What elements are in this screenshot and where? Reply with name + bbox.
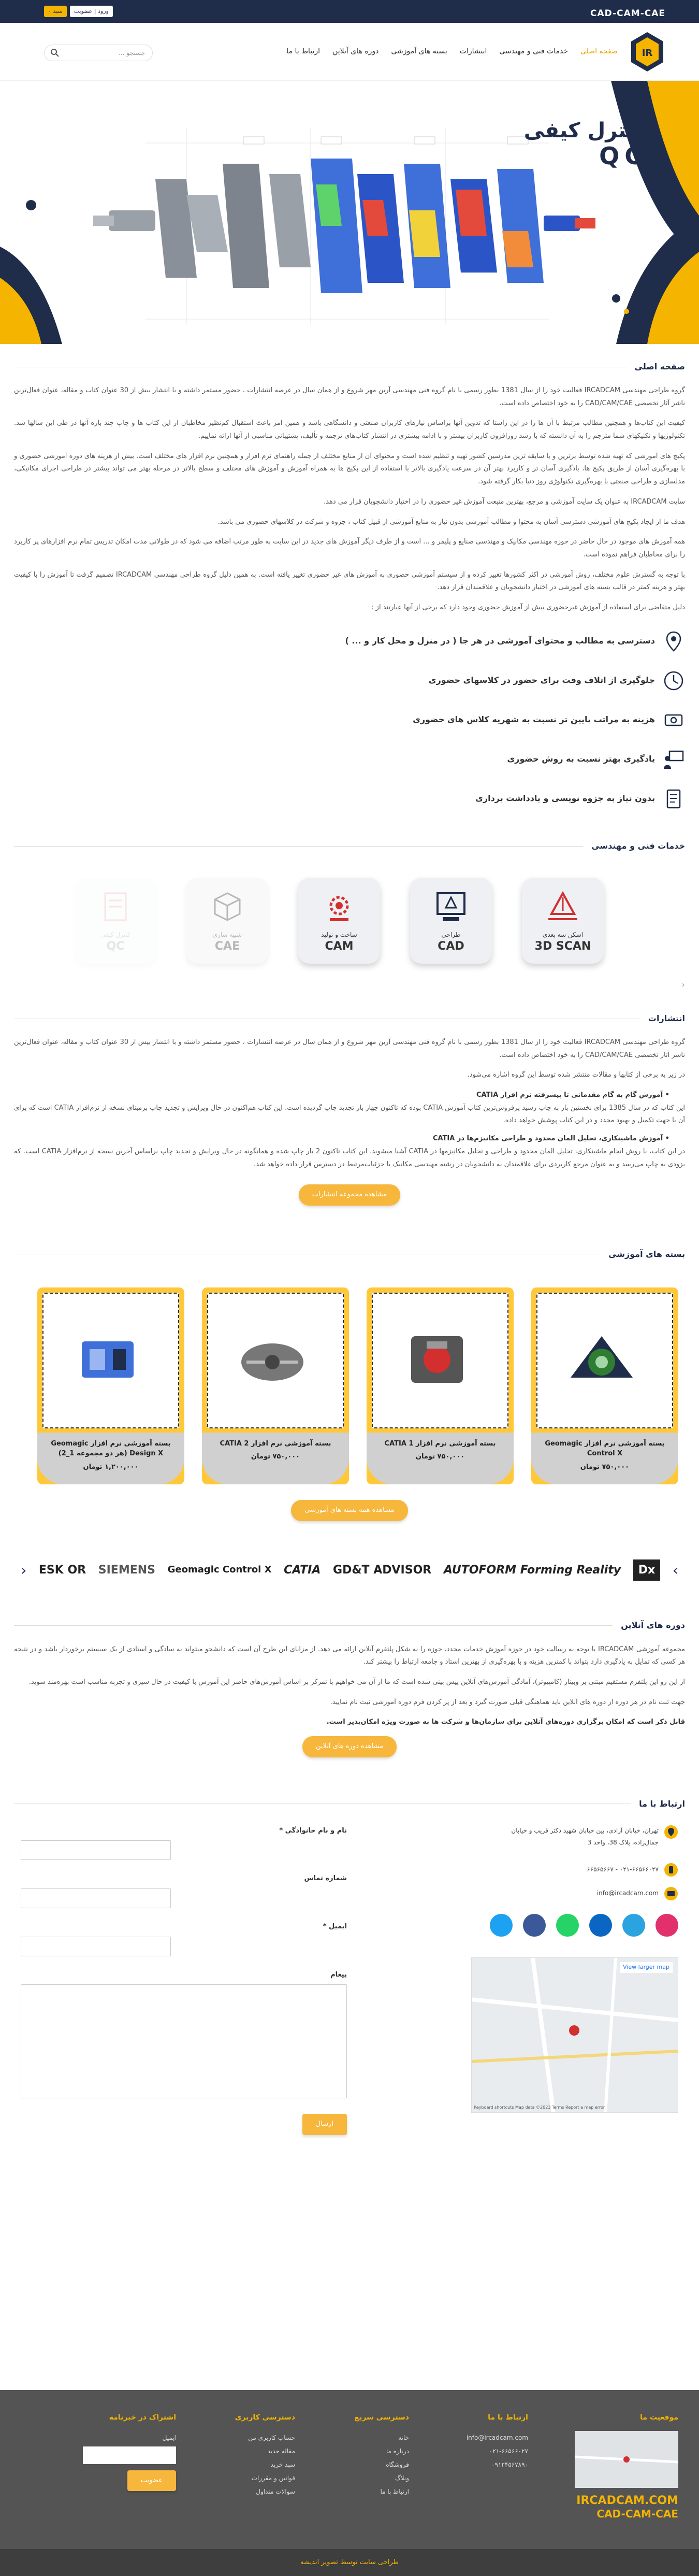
service-subtitle: طراحی — [441, 931, 461, 939]
map-larger-link[interactable]: View larger map — [620, 1962, 673, 1973]
feature-item — [14, 622, 685, 661]
home-heading-row — [14, 356, 685, 377]
service-title: CAE — [214, 940, 240, 953]
service-subtitle: ساخت و تولید — [321, 931, 357, 939]
footer-email[interactable]: info@ircadcam.com — [466, 2434, 528, 2441]
services-title: خدمات فنی و مهندسی — [591, 841, 685, 851]
contact-section — [0, 1794, 699, 2187]
login-button[interactable]: ورود | عضویت — [70, 6, 113, 17]
carousel-arrow-icon[interactable]: ‹ — [681, 979, 685, 990]
contact-info — [368, 1825, 678, 2113]
svg-text:IR: IR — [642, 48, 653, 59]
brand-text[interactable]: CAD-CAM-CAE — [590, 8, 665, 19]
publications-title: انتشارات — [648, 1013, 685, 1023]
telegram-icon[interactable] — [622, 1914, 645, 1937]
online-section — [0, 1615, 699, 1757]
scanner-icon — [543, 888, 582, 927]
footer-heading: دسترسی کاربری — [235, 2413, 295, 2422]
brand-logo: SIEMENS — [98, 1563, 156, 1577]
twitter-icon[interactable] — [490, 1914, 513, 1937]
package-image — [66, 1321, 149, 1398]
package-info — [202, 1433, 349, 1484]
home-paragraph: سایت IRCADCAM به عنوان یک سایت آموزشی و مرجع، بهترین منبعت آموزش غیر حضوری را در اختیار دانشجویان قرار می دهد. — [324, 497, 685, 506]
packages-carousel — [0, 1287, 699, 1484]
footer-link[interactable]: درباره ما — [386, 2447, 409, 2455]
feature-list — [14, 622, 685, 819]
package-name[interactable]: بسته آموزشی نرم افزار Geomagic Control X — [545, 1439, 665, 1458]
hero-title-en: QC — [599, 142, 647, 170]
footer-heading: ارتباط با ما — [488, 2413, 528, 2422]
footer-logo-1: IRCADCAM.COM — [576, 2494, 678, 2507]
book-title: • آموزش گام به گام مقدماتی تا پیشرفته نرم افزار CATIA — [14, 1089, 669, 1102]
social-links — [368, 1914, 678, 1937]
newsletter-email-field[interactable] — [83, 2446, 176, 2464]
footer-newsletter — [72, 2411, 176, 2491]
footer-heading: اشتراک در خبرنامه — [109, 2413, 176, 2422]
service-title: CAM — [325, 940, 354, 953]
service-card-cad[interactable] — [410, 878, 492, 964]
search-placeholder: جستجو ... — [119, 49, 145, 56]
footer-heading: موقعیت ما — [640, 2413, 678, 2422]
book-list — [14, 1089, 685, 1171]
facebook-icon[interactable] — [523, 1914, 546, 1937]
footer-heading: دسترسی سریع — [354, 2413, 409, 2422]
publications-paragraph: در زیر به برخی از کتابها و مقالات منتشر شده توسط این گروه اشاره می‌شود. — [467, 1071, 685, 1079]
send-button[interactable]: ارسال — [302, 2114, 347, 2135]
online-paragraph: جهت ثبت نام در هر دوره از دوره های آنلاین باید هماهنگی قبلی صورت گیرد و بعد از پر کردن فرم دوره آموزشی ثبت نام نمایید. — [330, 1698, 685, 1706]
cart-button[interactable]: سبد ۰ — [44, 6, 67, 17]
brand-logo: Geomagic Control X — [167, 1564, 272, 1576]
service-subtitle: اسکن سه بعدی — [542, 931, 584, 939]
nav-item-publications[interactable]: انتشارات — [459, 47, 487, 55]
footer-link[interactable]: ارتباط با ما — [380, 2487, 409, 2495]
feature-label: هزینه به مراتب پایین تر نسبت به شهریه کلاس های حضوری — [413, 714, 655, 725]
carousel-next-icon[interactable]: › — [672, 1561, 678, 1579]
service-subtitle: شبیه سازی — [212, 931, 242, 939]
newsletter-label: ایمیل — [162, 2434, 176, 2441]
subscribe-button[interactable]: عضویت — [127, 2470, 176, 2492]
brand-logo: GD&T ADVISOR — [333, 1563, 432, 1577]
feature-item — [14, 700, 685, 740]
nav-item-contact[interactable]: ارتباط با ما — [286, 47, 321, 55]
home-paragraph: هدف ما از ایجاد پکیج های آموزشی دسترسی آسان به محتوا و مطالب آموزشی بدون نیاز به منابع آموزشی از قبیل کتاب ، جزوه و شرکت در کلاسهای حضوری می باشد. — [217, 518, 685, 526]
message-label: پیغام — [330, 1970, 347, 1979]
view-online-courses-button[interactable]: مشاهده دوره های آنلاین — [302, 1736, 397, 1757]
footer-link[interactable]: حساب کاربری من — [248, 2434, 295, 2441]
map-credit: Keyboard shortcuts Map data ©2023 Terms Report a map error — [474, 2105, 605, 2110]
copyright-text[interactable]: طراحی سایت توسط تصویر اندیشه — [300, 2558, 399, 2566]
footer-contact — [435, 2411, 528, 2471]
name-field[interactable] — [21, 1840, 171, 1860]
email-icon — [664, 1886, 678, 1901]
package-card[interactable] — [367, 1287, 514, 1484]
nav-menu — [286, 45, 618, 59]
address-row — [368, 1825, 678, 1858]
package-name[interactable]: بسته آموزشی نرم افزار CATIA 2 — [220, 1439, 331, 1448]
services-section — [0, 836, 699, 993]
package-price: ۱,۲۰۰,۰۰۰ تومان — [83, 1463, 139, 1471]
teacher-icon — [662, 748, 685, 771]
name-label: نام و نام خانوادگی * — [279, 1826, 347, 1835]
package-price: ۷۵۰,۰۰۰ تومان — [251, 1453, 300, 1461]
footer-link[interactable]: فروشگاه — [386, 2460, 409, 2468]
packages-section — [0, 1244, 699, 1521]
contact-heading-row — [14, 1794, 685, 1814]
footer-map[interactable] — [575, 2431, 678, 2488]
package-image — [396, 1321, 478, 1398]
email-row — [368, 1882, 678, 1906]
book-description: در این کتاب، با روش انجام ماشینکاری، تحلیل المان محدود و طراحی و تحلیل مکانیزمها در CATIA آشنا میشوید. این کتاب تاکنون 2 بار چاپ شده و همانگونه در حال ویرایش و تجدید چاپ براساس آخرین نسخه از نرم‌افزار CATIA است. که بزودی به چاپ می‌رسد و به عنوان مرجع کاربردی برای علاقمندان به دانشجویان در رشته مهندسی مکانیک با جزئیات‌مرتبط در دسترس قرار داده خواهد شد. — [14, 1147, 685, 1168]
feature-item — [14, 740, 685, 779]
hero-title-fa: کنترل کیفی — [523, 119, 647, 142]
service-card-qc[interactable] — [75, 878, 156, 964]
package-name[interactable]: بسته آموزشی نرم افزار Geomagic Design X (هر دو مجموعه 1_2) — [51, 1439, 171, 1458]
footer-link[interactable]: مقاله جدید — [267, 2447, 295, 2455]
message-field[interactable] — [21, 1984, 347, 2098]
feature-label: بدون نیاز به جزوه نویسی و یادداشت برداری — [475, 793, 655, 804]
nav-item-home[interactable]: صفحه اصلی — [580, 47, 618, 55]
footer — [0, 2390, 699, 2576]
footer-mobile[interactable]: ۰۹۱۲۴۵۶۷۸۹۰ — [491, 2460, 528, 2468]
footer-map-graphic — [575, 2431, 678, 2488]
footer-logo-2: CAD-CAM-CAE — [596, 2507, 678, 2520]
package-info — [531, 1433, 678, 1484]
home-section — [0, 356, 699, 819]
online-paragraph: از این رو این پلتفرم مستقیم مبتنی بر وبینار (کامپیوتر)، آمادگی آموزش‌های آنلاین پیش بینی شده است که ما از آن می خواهیم با تمرکز بر اساس آموزش‌های حاضر این آموزش با کیفیت در حال سپری و تجربه مناسب است بهره‌مند شوید. — [28, 1678, 685, 1686]
home-paragraph: گروه طراحی مهندسی IRCADCAM فعالیت خود را از سال 1381 بطور رسمی با نام گروه فنی مهندسی آرین مهر شروع و از همان سال در عرصه انتشارات ، حضور مستمر داشته و با انتشار بیش از 30 عنوان کتاب و مقاله، عنوان فعال‌ترین ناشر آثار تخصصی CAD/CAM/CAE را به خود اختصاص داده است. — [14, 387, 685, 407]
site-logo[interactable] — [629, 31, 665, 74]
copyright-bar — [0, 2549, 699, 2576]
feature-item — [14, 661, 685, 700]
services-carousel — [0, 878, 699, 964]
service-subtitle: کنترل کیفی — [100, 931, 130, 939]
divider — [14, 1625, 613, 1626]
search-input[interactable] — [44, 45, 153, 61]
footer-link[interactable]: وبلاگ — [395, 2474, 409, 2482]
package-info — [37, 1433, 184, 1484]
location-icon — [662, 630, 685, 653]
package-image — [231, 1321, 314, 1398]
money-icon — [662, 709, 685, 732]
brand-logo: CATIA — [284, 1563, 321, 1577]
packages-heading-row — [14, 1244, 685, 1265]
feature-label: یادگیری بهتر نسبت به روش حضوری — [507, 754, 655, 764]
main-nav — [0, 23, 699, 81]
hero-banner — [0, 81, 699, 344]
package-card[interactable] — [202, 1287, 349, 1484]
footer-location — [564, 2411, 678, 2520]
service-card-3d-scan[interactable] — [522, 878, 604, 964]
publications-text — [14, 1036, 685, 1082]
service-title: QC — [106, 940, 125, 953]
feature-item — [14, 779, 685, 819]
footer-user-links — [207, 2411, 295, 2498]
divider — [14, 846, 583, 847]
home-paragraph: دلیل متقاضی برای استفاده از آموزش غیرحضوری بیش از آموزش حضوری وجود دارد که برخی از آنها عبارتند از : — [371, 603, 685, 611]
contact-map[interactable] — [471, 1957, 678, 2113]
online-paragraph: مجموعه آموزشی IRCADCAM با توجه به رسالت خود در حوزه آموزش خدمات مجدد، حوزه را نه شکل پلتفرم آنلاین ارائه می دهد. از مزایای این طرح آن است که دانشجو میتواند به سادگی و استادی از یک سیستم برخوردار باشد و در نتیجه هر کسی که تمایل به یادگیری دارد بتواند با کمترین هزینه و با بهره‌گیری از بهترین استاد و جامعه ارتباط را بیشتر کند. — [14, 1645, 686, 1666]
online-title: دوره های آنلاین — [621, 1620, 685, 1630]
packages-title: بسته های آموزشی — [608, 1249, 685, 1259]
footer-quick-links — [326, 2411, 409, 2498]
linkedin-icon[interactable] — [589, 1914, 612, 1937]
package-card[interactable] — [37, 1287, 184, 1484]
phone-text[interactable]: ۰۲۱-۶۶۵۶۶۰۲۷ - ۶۶۵۶۵۶۶۷ — [587, 1866, 659, 1873]
checklist-icon — [96, 888, 135, 927]
brand-logo: AUTOFORM Forming Reality — [443, 1563, 621, 1577]
carousel-prev-icon[interactable]: ‹ — [21, 1561, 27, 1579]
cube-icon — [208, 888, 247, 927]
service-card-cae[interactable] — [186, 878, 268, 964]
nav-item-online-courses[interactable]: دوره های آنلاین — [332, 47, 379, 55]
whatsapp-icon[interactable] — [556, 1914, 579, 1937]
footer-phone[interactable]: ۰۲۱-۶۶۵۶۶۰۲۷ — [489, 2447, 528, 2455]
package-price: ۷۵۰,۰۰۰ تومان — [580, 1463, 630, 1471]
online-text — [14, 1643, 685, 1729]
footer-link[interactable]: سبد خرید — [270, 2460, 295, 2468]
footer-link[interactable]: قوانین و مقررات — [251, 2474, 295, 2482]
service-title: CAD — [438, 940, 464, 953]
phone-field[interactable] — [21, 1888, 171, 1908]
hero-title — [524, 118, 647, 169]
view-publications-button[interactable]: مشاهده مجموعه انتشارات — [299, 1184, 400, 1206]
nav-item-packages[interactable]: بسته های آموزشی — [391, 47, 447, 55]
search-icon[interactable] — [50, 48, 60, 58]
map-graphic — [471, 1958, 678, 2113]
account-area — [44, 6, 113, 17]
feature-label: دسترسی به مطالب و محتوای آموزشی در هر جا ( در منزل و محل کار و ... ) — [345, 636, 655, 646]
publications-paragraph: گروه طراحی مهندسی IRCADCAM فعالیت خود را از سال 1381 بطور رسمی با نام گروه فنی مهندسی آرین مهر شروع و از همان سال در عرصه انتشارات ، حضور مستمر داشته و با انتشار بیش از 30 عنوان کتاب و مقاله، عنوان فعال‌ترین ناشر آثار تخصصی CAD/CAM/CAE را به خود اختصاص داده است. — [14, 1038, 685, 1059]
home-paragraph: پکیج های آموزشی که تهیه شده توسط برترین و با سابقه ترین مدرسین کشور تهیه و تنظیم شده است و محتوای آن از منابع مختلف از جمله راهنمای نرم افزار و همچنین نرم افزار های مختلف است. بیش از هزینه های دوره آموزشی حضوری و با بهره‌گیری آسان از طریق پکیج ها، یادگیری آسان تر و کاربرد بهتر آن در سرعت یادگیری بالاتر با استفاده از این پکیج ها به همراه آموزش و آموزش های مختلف و سطح بالاتر در مرحله بهتر می تواند بیشتر در طراحی اجزای مکانیکی، مدلسازی و طراحی صنعتی با بهره‌گیری تکنولوژی روز دنیا بکار گرفته شود. — [14, 452, 685, 486]
email-text[interactable]: info@ircadcam.com — [596, 1890, 659, 1897]
package-image — [560, 1321, 643, 1398]
online-note: قابل ذکر است که امکان برگزاری دوره‌های آنلاین برای سازمان‌ها و شرکت ها به صورت ویژه امکان‌پذیر است. — [326, 1718, 685, 1726]
email-field[interactable] — [21, 1937, 171, 1956]
publications-heading-row — [14, 1008, 685, 1029]
notebook-icon — [662, 788, 685, 810]
phone-row — [368, 1858, 678, 1882]
book-title: • آموزش ماشینکاری، تحلیل المان محدود و طراحی مکانیزم‌ها در CATIA — [14, 1133, 669, 1146]
home-paragraph: کیفیت این کتاب‌ها و همچنین مطالب مرتبط با آن ها را در این راستا که تدوین آنها براساس نیازهای کاربران صنعتی و دانشگاهی باشد و همین امر باعث استقبال کم‌نظیر مخاطبان از این کتاب ها و چاپ چند باره آنها در طی این سالها شد. تکنولوژیها و تکنیکهای شما مترجم را به آن دانسته که با رشد روزافزون کاربران بیشتر و با ادامه بیشتری در انتشار کتاب‌های ترجمه و تألیف، پشتیبانی مناسبی از آنها ارائه نماییم. — [14, 419, 685, 440]
service-title: 3D SCAN — [534, 940, 591, 953]
instagram-icon[interactable] — [656, 1914, 678, 1937]
nav-item-services[interactable]: خدمات فنی و مهندسی — [499, 47, 568, 55]
cad-icon — [431, 888, 471, 927]
online-heading-row — [14, 1615, 685, 1636]
footer-link[interactable]: سوالات متداول — [256, 2487, 295, 2495]
contact-form — [21, 1825, 347, 2135]
clock-icon — [662, 669, 685, 692]
phone-label: شماره تماس — [304, 1874, 347, 1883]
brand-logo: Dx — [633, 1559, 660, 1581]
package-name[interactable]: بسته آموزشی نرم افزار CATIA 1 — [384, 1439, 496, 1448]
brands-carousel — [0, 1542, 699, 1599]
package-info — [367, 1433, 514, 1484]
home-text — [14, 384, 685, 614]
services-heading-row — [14, 836, 685, 857]
home-paragraph: همه آموزش های موجود در حال حاضر در حوزه مهندسی مکانیک و مهندسی صنایع و پلیمر و ... است و از طرف دیگر آموزش های جدید در این سایت به طور مرتب اضافه می شود که در طولانی مدت امکان تدریس تمام نرم افزارهای پر کاربرد را برای مخاطبان فراهم نموده است. — [14, 538, 685, 559]
top-bar — [0, 0, 699, 23]
brand-logo: ESK OR — [38, 1563, 86, 1577]
service-card-cam[interactable] — [298, 878, 380, 964]
contact-title: ارتباط با ما — [639, 1798, 685, 1809]
package-price: ۷۵۰,۰۰۰ تومان — [415, 1453, 465, 1461]
phone-icon — [664, 1863, 678, 1877]
location-icon — [664, 1825, 678, 1839]
email-label: ایمیل * — [323, 1923, 347, 1931]
footer-link[interactable]: خانه — [398, 2434, 409, 2441]
view-packages-button[interactable]: مشاهده همه بسته های آموزشی — [291, 1500, 407, 1521]
address-text: تهران، خیابان آزادی، بین خیابان شهید دکتر قریب و خیابان جمال‌زاده، پلاک 38، واحد 3 — [511, 1826, 659, 1846]
package-card[interactable] — [531, 1287, 678, 1484]
feature-label: جلوگیری از اتلاف وقت برای حضور در کلاسهای حضوری — [428, 675, 655, 685]
home-title: صفحه اصلی — [634, 361, 685, 371]
publications-section — [0, 1008, 699, 1206]
gear-icon — [319, 888, 359, 927]
home-paragraph: با توجه به گسترش علوم مختلف، روش آموزشی در اکثر کشورها تغییر کرده و از سیستم آموزشی حضوری به آموزش های غیر حضوری تغییر یافته است. به همین دلیل گروه طراحی مهندسی IRCADCAM تصمیم گرفت تا آموزش را با کیفیت بهتر و هزینه کمتر در قالب بسته های آموزشی در اختیار دانشجویان و علاقمندان قرار دهد. — [14, 570, 685, 592]
book-description: این کتاب که در سال 1385 برای نخستین بار به چاپ رسید پرفروش‌ترین کتاب آموزش CATIA بوده که تاکنون چهار بار تجدید چاپ گردیده است. این کتاب هم‌اکنون در حال ویرایش و تجدید چاپ برمبنای نسخه از نرم‌افزار CATIA است که برای آن با جهت تکمیل و بهبود مجدد و در این کتاب پوشش خواهد داده. — [14, 1104, 686, 1125]
